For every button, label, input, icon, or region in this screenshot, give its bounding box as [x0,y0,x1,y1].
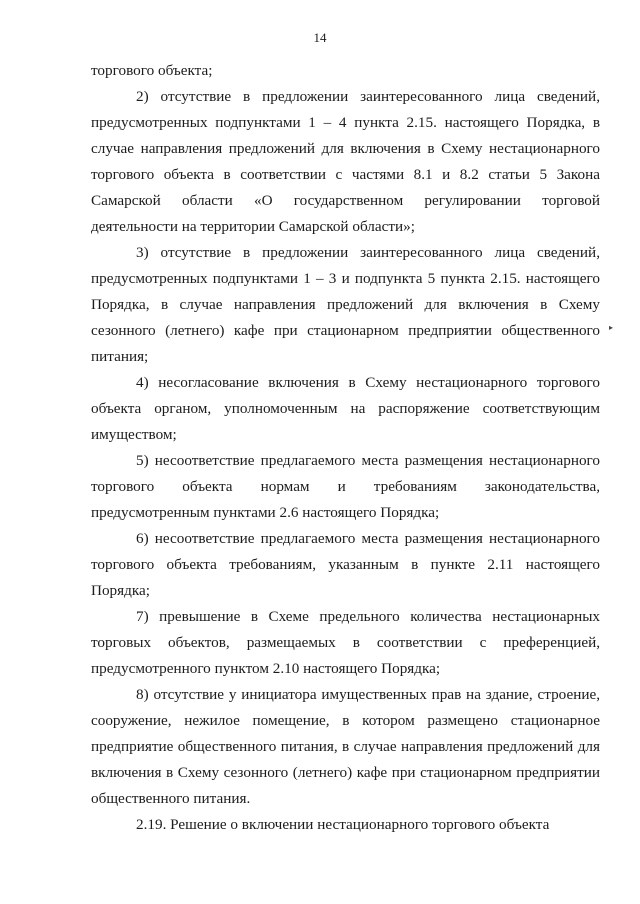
paragraph-item-7: 7) превышение в Схеме предельного количества нестационарных торговых объектов, размещаемых в соответствии с преференцией, предусмотренного пунктом 2.10 настоящего Порядка; [91,608,600,677]
paragraph-item-6: 6) несоответствие предлагаемого места размещения нестационарного торгового объекта требованиям, указанным в пункте 2.11 настоящего Порядка; [91,530,600,599]
scan-artifact-mark: ▸ [609,323,614,332]
paragraph-item-4: 4) несогласование включения в Схему нестационарного торгового объекта органом, уполномоченным на распоряжение соответствующим имуществом; [91,374,600,443]
paragraph-continuation: торгового объекта; [91,62,213,79]
paragraph-item-5: 5) несоответствие предлагаемого места размещения нестационарного торгового объекта нормам и требованиям законодательства, предусмотренным пунктами 2.6 настоящего Порядка; [91,452,600,521]
paragraph-item-3: 3) отсутствие в предложении заинтересованного лица сведений, предусмотренных подпунктами 1 – 3 и подпункта 5 пункта 2.15. настоящего Порядка, в случае направления предложений для включения в Схему сезонного (летнего) кафе при стационарном предприятии общественного питания; [91,244,600,365]
paragraph-section-2-19: 2.19. Решение о включении нестационарного торгового объекта [136,816,550,833]
paragraph-item-8: 8) отсутствие у инициатора имущественных прав на здание, строение, сооружение, нежилое помещение, в котором размещено стационарное предприятие общественного питания, в случае направления предложений для включения в Схему сезонного (летнего) кафе при стационарном предприятии общественного питания. [91,686,600,807]
paragraph-item-2: 2) отсутствие в предложении заинтересованного лица сведений, предусмотренных подпунктами 1 – 4 пункта 2.15. настоящего Порядка, в случае направления предложений для включения в Схему нестационарного торгового объекта в соответствии с частями 8.1 и 8.2 статьи 5 Закона Самарской области «О государственном регулировании торговой деятельности на территории Самарской области»; [91,88,600,235]
page-number: 14 [313,30,327,45]
document-body [91,58,600,838]
